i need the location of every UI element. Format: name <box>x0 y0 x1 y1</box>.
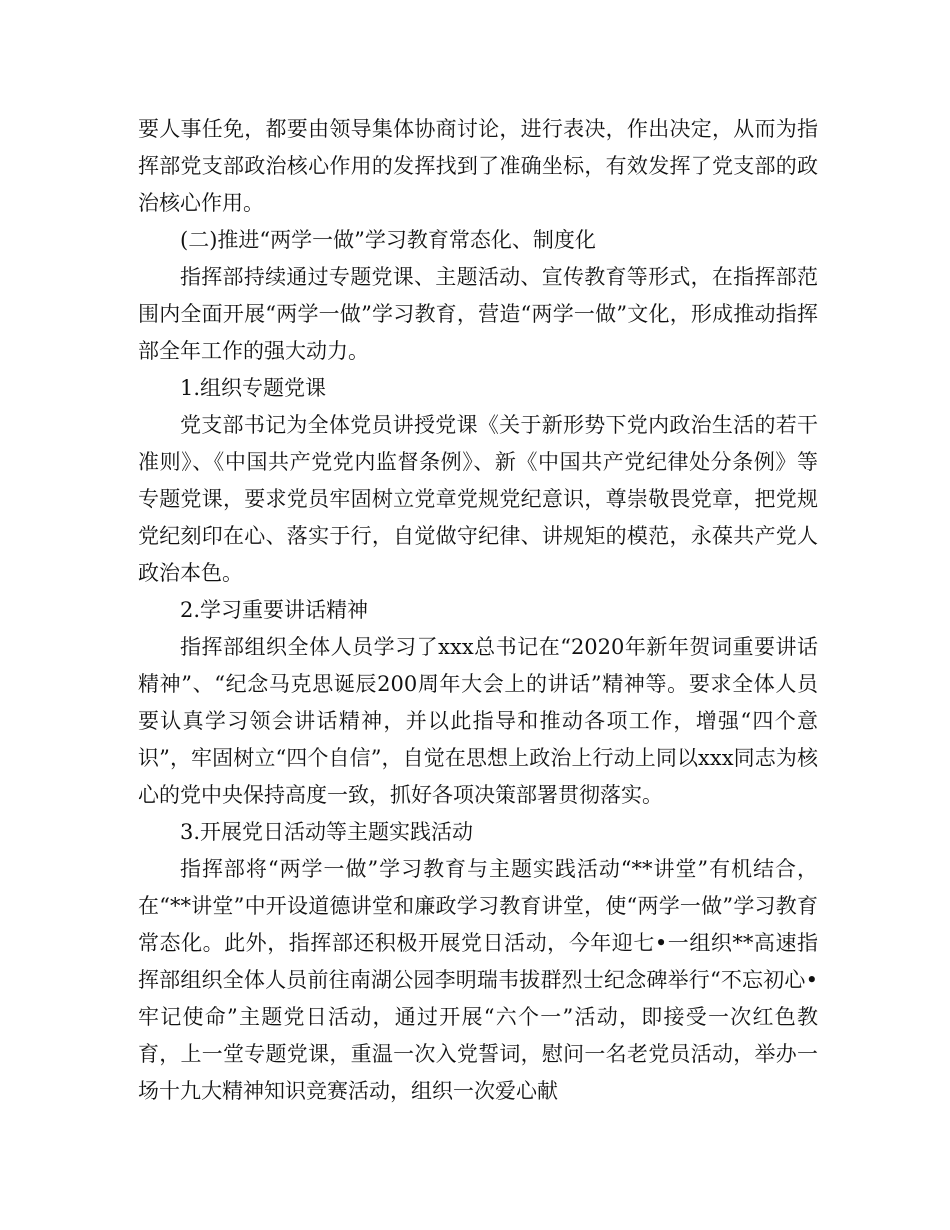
subheading-3: 3.开展党日活动等主题实践活动 <box>180 820 474 844</box>
paragraph-continuation: 要人事任免，都要由领导集体协商讨论，进行表决，作出决定，从而为指挥部党支部政治核心作用的发挥找到了准确坐标，有效发挥了党支部的政治核心作用。 <box>138 117 818 215</box>
section-heading-2: (二)推进“两学一做”学习教育常态化、制度化 <box>180 228 596 252</box>
paragraph-body: 指挥部将“两学一做”学习教育与主题实践活动“**讲堂”有机结合，在“**讲堂”中开设道德讲堂和廉政学习教育讲堂，使“两学一做”学习教育常态化。此外，指挥部还积极开展党日活动，今年迎七•一组织**高速指挥部组织全体人员前往南湖公园李明瑞韦拔群烈士纪念碑举行“不忘初心•牢记使命”主题党日活动，通过开展“六个一”活动，即接受一次红色教育，上一堂专题党课，重温一次入党誓词，慰问一名老党员活动，举办一场十九大精神知识竞赛活动，组织一次爱心献 <box>138 857 818 1103</box>
paragraph-body: 党支部书记为全体党员讲授党课《关于新形势下党内政治生活的若干准则》、《中国共产党党内监督条例》、新《中国共产党纪律处分条例》等专题党课，要求党员牢固树立党章党规党纪意识，尊崇敬畏党章，把党规党纪刻印在心、落实于行，自觉做守纪律、讲规矩的模范，永葆共产党人政治本色。 <box>138 413 818 585</box>
document-page <box>138 111 818 1110</box>
subheading-1: 1.组织专题党课 <box>180 376 327 400</box>
subheading-2: 2.学习重要讲话精神 <box>180 598 369 622</box>
paragraph-body: 指挥部持续通过专题党课、主题活动、宣传教育等形式，在指挥部范围内全面开展“两学一做”学习教育，营造“两学一做”文化，形成推动指挥部全年工作的强大动力。 <box>138 265 818 363</box>
paragraph-body: 指挥部组织全体人员学习了xxx总书记在“2020年新年贺词重要讲话精神”、“纪念马克思诞辰200周年大会上的讲话”精神等。要求全体人员要认真学习领会讲话精神，并以此指导和推动各项工作，增强“四个意识”，牢固树立“四个自信”，自觉在思想上政治上行动上同以xxx同志为核心的党中央保持高度一致，抓好各项决策部署贯彻落实。 <box>138 635 818 807</box>
